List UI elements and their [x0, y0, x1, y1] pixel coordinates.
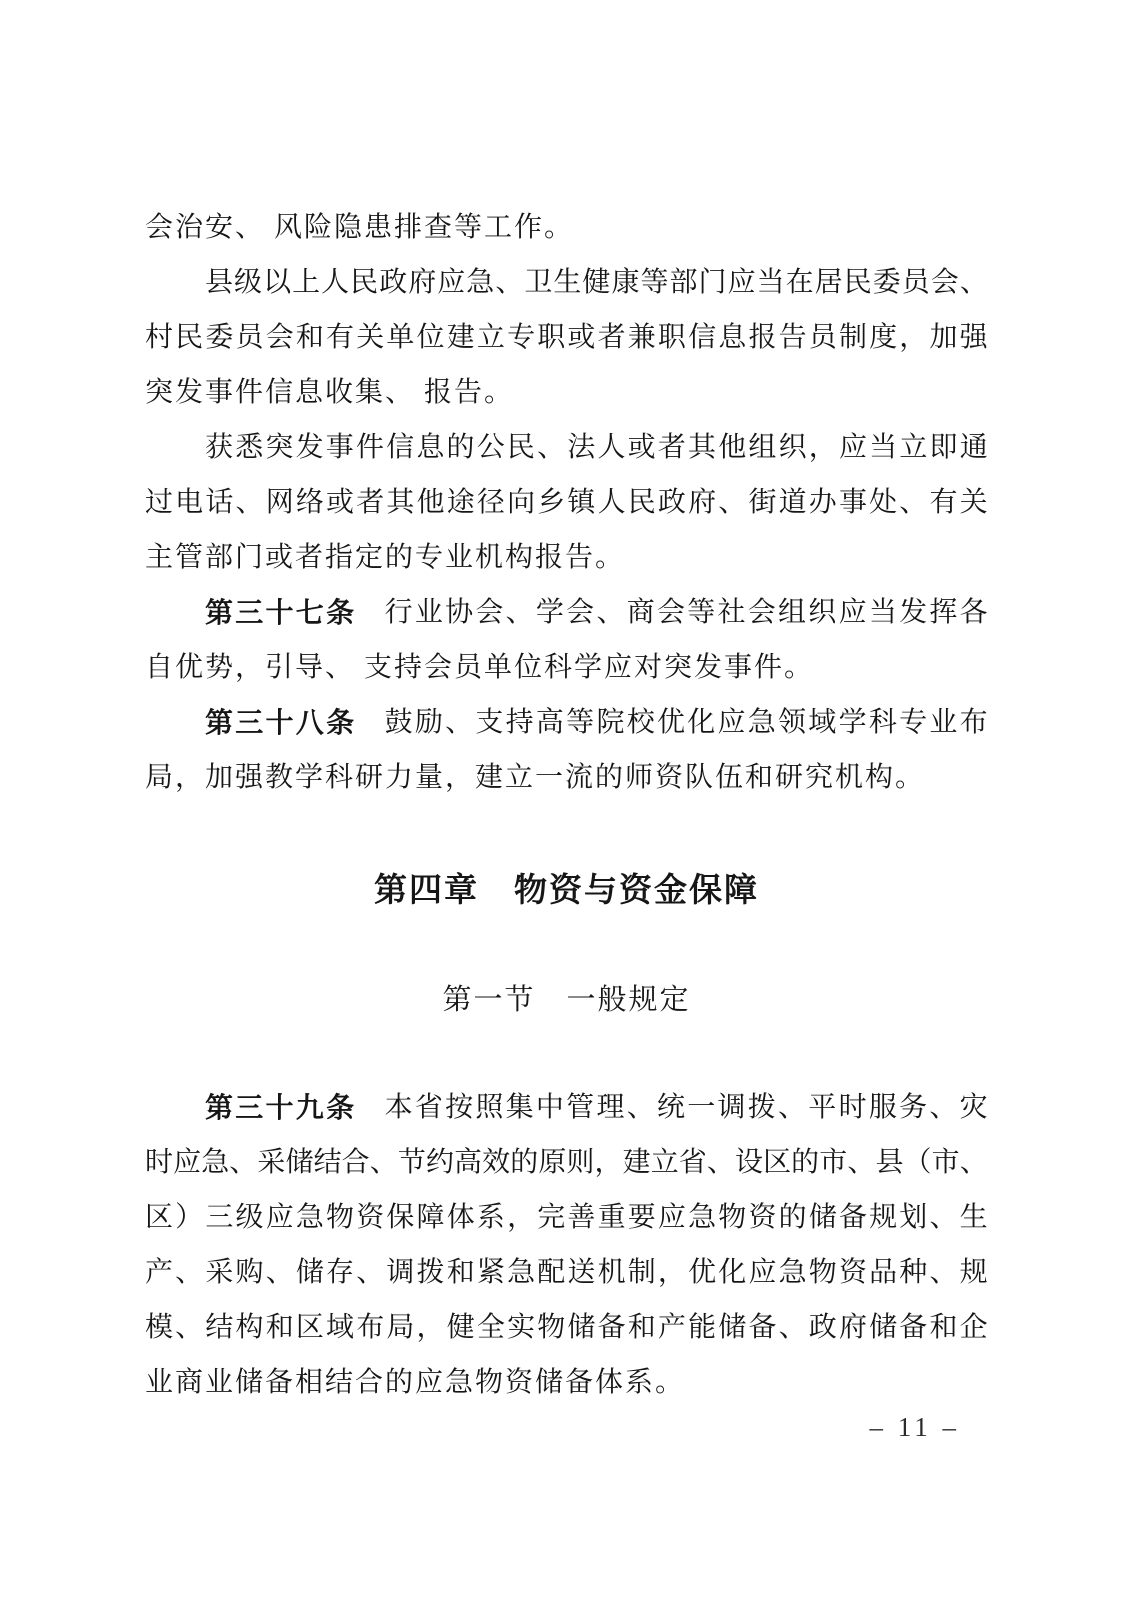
text-line: 自优势，引导、 支持会员单位科学应对突发事件。: [145, 652, 815, 683]
article-number: 八: [295, 707, 324, 738]
text-line: 突发事件信息收集、 报告。: [145, 377, 515, 408]
text-line: 会治安、 风险隐患排查等工作。: [145, 212, 575, 243]
text-line: 模 、 结 构 和 区 域 布 局 ， 健 全 实 物 储 备 和 产 能 储 备 、 政 府 储 备 和 企: [145, 1312, 988, 1343]
article-number: 三: [235, 1092, 264, 1123]
article-line: 第 三 十 八 条 鼓 励 、 支 持 高 等 院 校 优 化 应 急 领 域 学 科 专 业 布: [145, 700, 988, 746]
page-number: – 11 –: [869, 1412, 960, 1442]
article-number: 条: [326, 1092, 355, 1123]
article-number-gap: [356, 590, 382, 636]
text-line: 区 ） 三 级 应 急 物 资 保 障 体 系 ， 完 善 重 要 应 急 物 资 的 储 备 规 划 、 生: [145, 1202, 988, 1233]
text-line: 获 悉 突 发 事 件 信 息 的 公 民 、 法 人 或 者 其 他 组 织 ， 应 当 立 即 通: [205, 432, 988, 463]
text-line: 主管部门或者指定的专业机构报告。: [145, 542, 626, 573]
article-number: 三: [235, 707, 264, 738]
article-number-gap: [356, 1085, 382, 1131]
section-heading: 第一节 一般规定: [442, 984, 691, 1016]
text-line: 局，加强教学科研力量，建立一流的师资队伍和研究机构。: [145, 762, 926, 793]
article-number: 十: [265, 707, 294, 738]
article-number: 三: [235, 597, 264, 628]
text-line: 时 应 急 、 采 储 结 合 、 节 约 高 效 的 原 则 ， 建 立 省 、 设 区 的 市 、 县 （ 市 、: [145, 1147, 988, 1178]
text-line: 县 级 以 上 人 民 政 府 应 急 、 卫 生 健 康 等 部 门 应 当 在 居 民 委 员 会 、: [205, 267, 988, 298]
article-line: 第 三 十 九 条 本 省 按 照 集 中 管 理 、 统 一 调 拨 、 平 时 服 务 、 灾: [145, 1085, 988, 1131]
article-number: 十: [265, 597, 294, 628]
article-number-gap: [356, 700, 382, 746]
chapter-heading: 第四章 物资与资金保障: [374, 871, 759, 908]
article-number: 九: [295, 1092, 324, 1123]
text-line: 村 民 委 员 会 和 有 关 单 位 建 立 专 职 或 者 兼 职 信 息 报 告 员 制 度 ， 加 强: [145, 322, 988, 353]
article-number: 十: [265, 1092, 294, 1123]
text-line: 产 、 采 购 、 储 存 、 调 拨 和 紧 急 配 送 机 制 ， 优 化 应 急 物 资 品 种 、 规: [145, 1257, 988, 1288]
article-number: 第: [205, 597, 234, 628]
text-line: 过 电 话 、 网 络 或 者 其 他 途 径 向 乡 镇 人 民 政 府 、 街 道 办 事 处 、 有 关: [145, 487, 988, 518]
text-line: 业商业储备相结合的应急物资储备体系。: [145, 1367, 686, 1398]
article-number: 七: [295, 597, 324, 628]
article-number: 条: [326, 707, 355, 738]
article-line: 第 三 十 七 条 行 业 协 会 、 学 会 、 商 会 等 社 会 组 织 应 当 发 挥 各: [145, 590, 988, 636]
article-number: 条: [326, 597, 355, 628]
article-number: 第: [205, 707, 234, 738]
article-number: 第: [205, 1092, 234, 1123]
